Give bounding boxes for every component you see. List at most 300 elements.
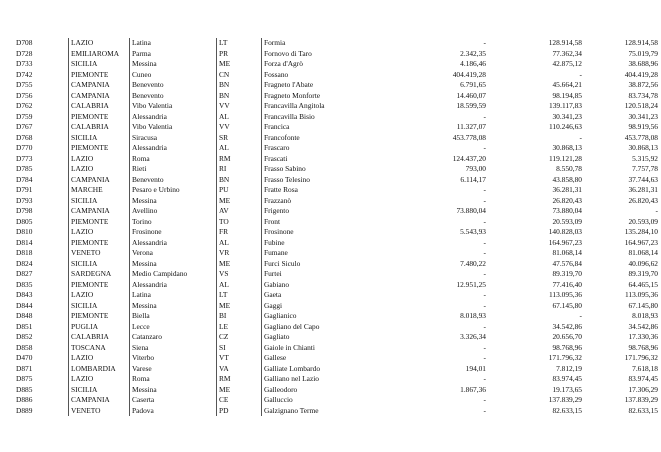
- cell-v2: 82.633,15: [552, 405, 582, 415]
- cell-region: SICILIA: [69, 196, 130, 207]
- cell-sigla: RM: [217, 154, 262, 165]
- cell-region: CALABRIA: [69, 101, 130, 112]
- cell-code: D810: [16, 227, 33, 236]
- cell-v1: -: [483, 290, 486, 299]
- cell-province: Parma: [130, 49, 217, 60]
- cell-province: Torino: [130, 217, 217, 228]
- cell-v2: 139.117,83: [549, 101, 582, 110]
- cell-code: D773: [16, 153, 33, 163]
- cell-code: D728: [16, 48, 33, 58]
- cell-region: CAMPANIA: [69, 91, 130, 102]
- cell-v1: 6.791,65: [460, 80, 486, 89]
- cell-province: Medio Campidano: [130, 269, 217, 280]
- cell-sigla: VT: [217, 353, 262, 364]
- cell-v2: 81.068,14: [552, 248, 582, 257]
- table-row: [14, 248, 660, 259]
- cell-region: TOSCANA: [69, 343, 130, 354]
- cell-sigla: AL: [217, 143, 262, 154]
- cell-v1: -: [483, 185, 486, 194]
- cell-province: Biella: [130, 311, 217, 322]
- table-row: [14, 206, 660, 217]
- cell-code: D767: [16, 122, 33, 131]
- cell-v3: 128.914,58: [624, 38, 658, 47]
- table-row: [14, 364, 660, 375]
- cell-v1: 5.543,93: [460, 227, 486, 236]
- cell-v3: 75.019,79: [628, 48, 658, 58]
- cell-code: D852: [16, 332, 33, 341]
- table-row: [14, 80, 660, 91]
- cell-v3: 67.145,80: [628, 300, 658, 310]
- cell-code: D768: [16, 132, 33, 142]
- cell-comune: Francavilla Angitola: [262, 101, 393, 112]
- cell-v2: 137.839,29: [548, 395, 582, 404]
- cell-region: CAMPANIA: [69, 206, 130, 217]
- cell-sigla: VV: [217, 122, 262, 133]
- cell-comune: Gabiano: [262, 280, 393, 291]
- table-row: [14, 70, 660, 81]
- cell-comune: Furtei: [262, 269, 393, 280]
- cell-province: Alessandria: [130, 238, 217, 249]
- cell-code: D742: [16, 69, 33, 79]
- cell-province: Alessandria: [130, 143, 217, 154]
- cell-province: Messina: [130, 59, 217, 70]
- cell-code: D886: [16, 395, 33, 404]
- cell-v1: -: [483, 195, 486, 205]
- cell-region: PIEMONTE: [69, 238, 130, 249]
- cell-v2: 164.967,23: [548, 237, 582, 247]
- cell-sigla: FR: [217, 227, 262, 238]
- cell-v2: 34.542,86: [552, 321, 582, 331]
- cell-province: Latina: [130, 38, 217, 49]
- cell-comune: Fubine: [262, 238, 393, 249]
- cell-v2: 47.576,84: [552, 258, 582, 268]
- cell-region: VENETO: [69, 248, 130, 259]
- cell-region: SICILIA: [69, 259, 130, 270]
- cell-v1: 2.342,35: [460, 48, 486, 58]
- cell-region: LAZIO: [69, 164, 130, 175]
- cell-v2: 128.914,58: [548, 38, 582, 47]
- cell-comune: Formia: [262, 38, 393, 49]
- cell-v2: 171.796,32: [548, 353, 582, 362]
- cell-v3: 137.839,29: [624, 395, 658, 404]
- cell-v2: 89.319,70: [552, 269, 582, 278]
- cell-sigla: CE: [217, 395, 262, 406]
- cell-region: SICILIA: [69, 385, 130, 396]
- table-row: [14, 385, 660, 396]
- cell-v2: 110.246,63: [549, 122, 582, 131]
- cell-comune: Francica: [262, 122, 393, 133]
- cell-comune: Gagliano del Capo: [262, 322, 393, 333]
- cell-region: PIEMONTE: [69, 217, 130, 228]
- cell-comune: Francavilla Bisio: [262, 112, 393, 123]
- cell-province: Lecce: [130, 322, 217, 333]
- cell-v1: 3.326,34: [460, 332, 486, 341]
- cell-sigla: VR: [217, 248, 262, 259]
- cell-province: Latina: [130, 290, 217, 301]
- cell-region: SICILIA: [69, 59, 130, 70]
- cell-code: D818: [16, 248, 33, 257]
- cell-v1: 12.951,25: [456, 279, 486, 289]
- cell-v3: 98.919,56: [628, 122, 658, 131]
- cell-comune: Gaglianico: [262, 311, 393, 322]
- cell-v2: 45.664,21: [552, 80, 582, 89]
- cell-v1: 73.880,04: [456, 206, 486, 215]
- table-row: [14, 406, 660, 417]
- cell-comune: Galluccio: [262, 395, 393, 406]
- cell-code: D889: [16, 405, 33, 415]
- cell-region: LAZIO: [69, 227, 130, 238]
- cell-province: Catanzaro: [130, 332, 217, 343]
- table-row: [14, 311, 660, 322]
- cell-code: D770: [16, 143, 33, 152]
- cell-province: Rieti: [130, 164, 217, 175]
- cell-v1: -: [483, 269, 486, 278]
- cell-v1: 14.460,07: [456, 90, 486, 100]
- table-row: [14, 196, 660, 207]
- table-row: [14, 175, 660, 186]
- cell-v1: 8.018,93: [460, 311, 486, 320]
- cell-sigla: ME: [217, 59, 262, 70]
- cell-code: D733: [16, 59, 33, 68]
- cell-comune: Frigento: [262, 206, 393, 217]
- cell-v2: 43.858,80: [552, 174, 582, 184]
- cell-province: Roma: [130, 154, 217, 165]
- cell-sigla: AL: [217, 112, 262, 123]
- table-row: [14, 332, 660, 343]
- cell-province: Benevento: [130, 80, 217, 91]
- table-row: [14, 238, 660, 249]
- cell-code: D756: [16, 90, 33, 100]
- cell-v3: 64.465,15: [628, 279, 658, 289]
- cell-province: Padova: [130, 406, 217, 417]
- cell-code: D858: [16, 342, 33, 352]
- cell-comune: Fossano: [262, 70, 393, 81]
- cell-comune: Fratte Rosa: [262, 185, 393, 196]
- cell-v1: -: [483, 216, 486, 226]
- cell-comune: Francofonte: [262, 133, 393, 144]
- cell-sigla: BN: [217, 80, 262, 91]
- cell-comune: Gaeta: [262, 290, 393, 301]
- cell-region: LAZIO: [69, 154, 130, 165]
- cell-sigla: SR: [217, 133, 262, 144]
- cell-code: D875: [16, 374, 33, 383]
- cell-v3: 38.872,56: [628, 80, 658, 89]
- cell-sigla: ME: [217, 196, 262, 207]
- cell-comune: Gallese: [262, 353, 393, 364]
- table-row: [14, 49, 660, 60]
- cell-code: D470: [16, 353, 33, 362]
- table-row: [14, 374, 660, 385]
- table-row: [14, 227, 660, 238]
- data-table: [14, 38, 661, 416]
- cell-v1: -: [483, 300, 486, 310]
- cell-sigla: ME: [217, 385, 262, 396]
- cell-v2: 7.812,19: [556, 363, 582, 373]
- cell-v1: -: [483, 237, 486, 247]
- cell-v1: 194,01: [465, 363, 486, 373]
- cell-v1: 11.327,07: [456, 122, 486, 131]
- cell-code: D762: [16, 101, 33, 110]
- cell-region: SARDEGNA: [69, 269, 130, 280]
- cell-v1: 1.867,36: [460, 384, 486, 394]
- cell-province: Benevento: [130, 175, 217, 186]
- table-row: [14, 122, 660, 133]
- cell-comune: Front: [262, 217, 393, 228]
- cell-v3: 20.593,09: [628, 216, 658, 226]
- cell-province: Messina: [130, 301, 217, 312]
- cell-province: Roma: [130, 374, 217, 385]
- cell-v3: 17.306,29: [628, 384, 658, 394]
- cell-v3: 8.018,93: [632, 311, 658, 320]
- cell-v3: 26.820,43: [628, 195, 658, 205]
- cell-code: D759: [16, 111, 33, 121]
- cell-v3: 7.757,78: [632, 164, 658, 173]
- cell-province: Caserta: [130, 395, 217, 406]
- cell-v1: -: [483, 374, 486, 383]
- cell-sigla: ME: [217, 301, 262, 312]
- table-row: [14, 164, 660, 175]
- cell-province: Messina: [130, 259, 217, 270]
- cell-v3: 120.518,24: [624, 101, 658, 110]
- cell-region: SICILIA: [69, 301, 130, 312]
- cell-region: PUGLIA: [69, 322, 130, 333]
- cell-region: SICILIA: [69, 133, 130, 144]
- table-row: [14, 301, 660, 312]
- cell-sigla: AV: [217, 206, 262, 217]
- cell-province: Siena: [130, 343, 217, 354]
- table-row: [14, 101, 660, 112]
- cell-v3: 37.744,63: [628, 174, 658, 184]
- cell-v3: 7.618,18: [632, 363, 658, 373]
- cell-v1: 6.114,17: [460, 174, 486, 184]
- cell-province: Cuneo: [130, 70, 217, 81]
- table-row: [14, 322, 660, 333]
- cell-sigla: PD: [217, 406, 262, 417]
- cell-v2: 42.875,12: [552, 59, 582, 68]
- cell-v3: 83.974,45: [628, 374, 658, 383]
- table-row: [14, 185, 660, 196]
- cell-sigla: VS: [217, 269, 262, 280]
- cell-region: CAMPANIA: [69, 80, 130, 91]
- cell-code: D843: [16, 290, 33, 299]
- cell-province: Vibo Valentia: [130, 101, 217, 112]
- cell-region: PIEMONTE: [69, 143, 130, 154]
- cell-v2: 119.121,28: [549, 153, 582, 163]
- cell-v2: 113.095,36: [549, 290, 582, 299]
- cell-code: D793: [16, 195, 33, 205]
- cell-v3: 404.419,28: [624, 69, 658, 79]
- cell-v3: 82.633,15: [628, 405, 658, 415]
- cell-region: CAMPANIA: [69, 395, 130, 406]
- cell-province: Alessandria: [130, 112, 217, 123]
- table-row: [14, 353, 660, 364]
- table-row: [14, 259, 660, 270]
- cell-v3: 81.068,14: [628, 248, 658, 257]
- cell-code: D785: [16, 164, 33, 173]
- cell-code: D844: [16, 300, 33, 310]
- table-row: [14, 217, 660, 228]
- cell-v3: 83.734,78: [628, 90, 658, 100]
- cell-v2: 26.820,43: [552, 195, 582, 205]
- cell-comune: Gaggi: [262, 301, 393, 312]
- cell-code: D784: [16, 174, 33, 184]
- cell-v1: 453.778,08: [452, 132, 486, 142]
- cell-sigla: VA: [217, 364, 262, 375]
- cell-sigla: LT: [217, 290, 262, 301]
- cell-v1: -: [483, 143, 486, 152]
- cell-sigla: CZ: [217, 332, 262, 343]
- cell-region: MARCHE: [69, 185, 130, 196]
- cell-v3: 89.319,70: [628, 269, 658, 278]
- cell-v1: -: [483, 38, 486, 47]
- cell-comune: Galliano nel Lazio: [262, 374, 393, 385]
- cell-v1: 793,00: [465, 164, 486, 173]
- cell-v2: -: [579, 311, 582, 320]
- cell-v3: 98.768,96: [628, 342, 658, 352]
- cell-v2: 98.194,85: [552, 90, 582, 100]
- cell-v2: 140.828,03: [548, 227, 582, 236]
- cell-v3: 17.330,36: [628, 332, 658, 341]
- cell-region: PIEMONTE: [69, 112, 130, 123]
- cell-sigla: AL: [217, 238, 262, 249]
- cell-sigla: ME: [217, 259, 262, 270]
- table-row: [14, 143, 660, 154]
- cell-v3: 30.341,23: [628, 111, 658, 121]
- cell-v2: 30.868,13: [552, 143, 582, 152]
- cell-sigla: PR: [217, 49, 262, 60]
- cell-v1: -: [483, 342, 486, 352]
- cell-region: CALABRIA: [69, 122, 130, 133]
- cell-sigla: BI: [217, 311, 262, 322]
- cell-code: D708: [16, 38, 33, 47]
- cell-comune: Frosinone: [262, 227, 393, 238]
- cell-comune: Forza d'Agrò: [262, 59, 393, 70]
- table-row: [14, 91, 660, 102]
- cell-v2: 20.656,70: [552, 332, 582, 341]
- cell-v1: -: [483, 395, 486, 404]
- cell-v2: 8.550,78: [556, 164, 582, 173]
- cell-code: D827: [16, 269, 33, 278]
- cell-comune: Fumane: [262, 248, 393, 259]
- cell-comune: Fragneto Monforte: [262, 91, 393, 102]
- cell-comune: Frasso Telesino: [262, 175, 393, 186]
- cell-province: Viterbo: [130, 353, 217, 364]
- cell-v2: 73.880,04: [552, 206, 582, 215]
- cell-region: EMILIAROMA: [69, 49, 130, 60]
- cell-region: LAZIO: [69, 374, 130, 385]
- cell-sigla: AL: [217, 280, 262, 291]
- cell-sigla: LT: [217, 38, 262, 49]
- cell-comune: Galleodoro: [262, 385, 393, 396]
- cell-v2: -: [579, 132, 582, 142]
- cell-v3: 171.796,32: [624, 353, 658, 362]
- cell-sigla: VV: [217, 101, 262, 112]
- cell-v1: 404.419,28: [452, 69, 486, 79]
- cell-v3: -: [655, 206, 658, 215]
- cell-v2: 36.281,31: [552, 185, 582, 194]
- cell-code: D885: [16, 384, 33, 394]
- table-row: [14, 112, 660, 123]
- cell-v3: 113.095,36: [625, 290, 658, 299]
- cell-v2: -: [579, 69, 582, 79]
- cell-v3: 30.868,13: [628, 143, 658, 152]
- table-row: [14, 38, 660, 49]
- cell-code: D791: [16, 185, 33, 194]
- cell-v1: 124.437,20: [452, 153, 486, 163]
- cell-v1: 4.186,46: [460, 59, 486, 68]
- cell-code: D805: [16, 216, 33, 226]
- cell-comune: Frascaro: [262, 143, 393, 154]
- cell-code: D835: [16, 279, 33, 289]
- cell-sigla: CN: [217, 70, 262, 81]
- cell-v1: -: [483, 353, 486, 362]
- cell-v2: 20.593,09: [552, 216, 582, 226]
- cell-sigla: PU: [217, 185, 262, 196]
- cell-v2: 98.768,96: [552, 342, 582, 352]
- cell-v3: 34.542,86: [628, 321, 658, 331]
- cell-v1: 18.599,59: [456, 101, 486, 110]
- cell-comune: Fragneto l'Abate: [262, 80, 393, 91]
- cell-code: D814: [16, 237, 33, 247]
- cell-code: D851: [16, 321, 33, 331]
- cell-v2: 77.416,40: [552, 279, 582, 289]
- cell-region: PIEMONTE: [69, 70, 130, 81]
- cell-v3: 36.281,31: [628, 185, 658, 194]
- cell-v1: -: [483, 405, 486, 415]
- cell-comune: Fornovo di Taro: [262, 49, 393, 60]
- cell-province: Pesaro e Urbino: [130, 185, 217, 196]
- cell-sigla: BN: [217, 91, 262, 102]
- cell-v3: 453.778,08: [624, 132, 658, 142]
- cell-comune: Galliate Lombardo: [262, 364, 393, 375]
- cell-v1: -: [483, 248, 486, 257]
- cell-province: Messina: [130, 385, 217, 396]
- cell-v3: 40.096,62: [628, 258, 658, 268]
- cell-province: Alessandria: [130, 280, 217, 291]
- cell-province: Frosinone: [130, 227, 217, 238]
- cell-province: Varese: [130, 364, 217, 375]
- table-row: [14, 395, 660, 406]
- cell-comune: Frazzanò: [262, 196, 393, 207]
- table-row: [14, 280, 660, 291]
- cell-sigla: BN: [217, 175, 262, 186]
- cell-province: Vibo Valentia: [130, 122, 217, 133]
- table-row: [14, 290, 660, 301]
- cell-v2: 83.974,45: [552, 374, 582, 383]
- table-row: [14, 59, 660, 70]
- cell-province: Avellino: [130, 206, 217, 217]
- table-row: [14, 269, 660, 280]
- cell-sigla: TO: [217, 217, 262, 228]
- cell-code: D824: [16, 258, 33, 268]
- cell-province: Siracusa: [130, 133, 217, 144]
- cell-comune: Galzignano Terme: [262, 406, 393, 417]
- cell-v1: -: [483, 321, 486, 331]
- cell-region: LAZIO: [69, 353, 130, 364]
- cell-v2: 77.362,34: [552, 48, 582, 58]
- cell-province: Messina: [130, 196, 217, 207]
- cell-province: Verona: [130, 248, 217, 259]
- cell-region: PIEMONTE: [69, 311, 130, 322]
- table-row: [14, 343, 660, 354]
- cell-code: D848: [16, 311, 33, 320]
- cell-v2: 30.341,23: [552, 111, 582, 121]
- cell-region: CAMPANIA: [69, 175, 130, 186]
- cell-v1: 7.480,22: [460, 258, 486, 268]
- cell-comune: Furci Siculo: [262, 259, 393, 270]
- cell-sigla: RM: [217, 374, 262, 385]
- cell-v2: 67.145,80: [552, 300, 582, 310]
